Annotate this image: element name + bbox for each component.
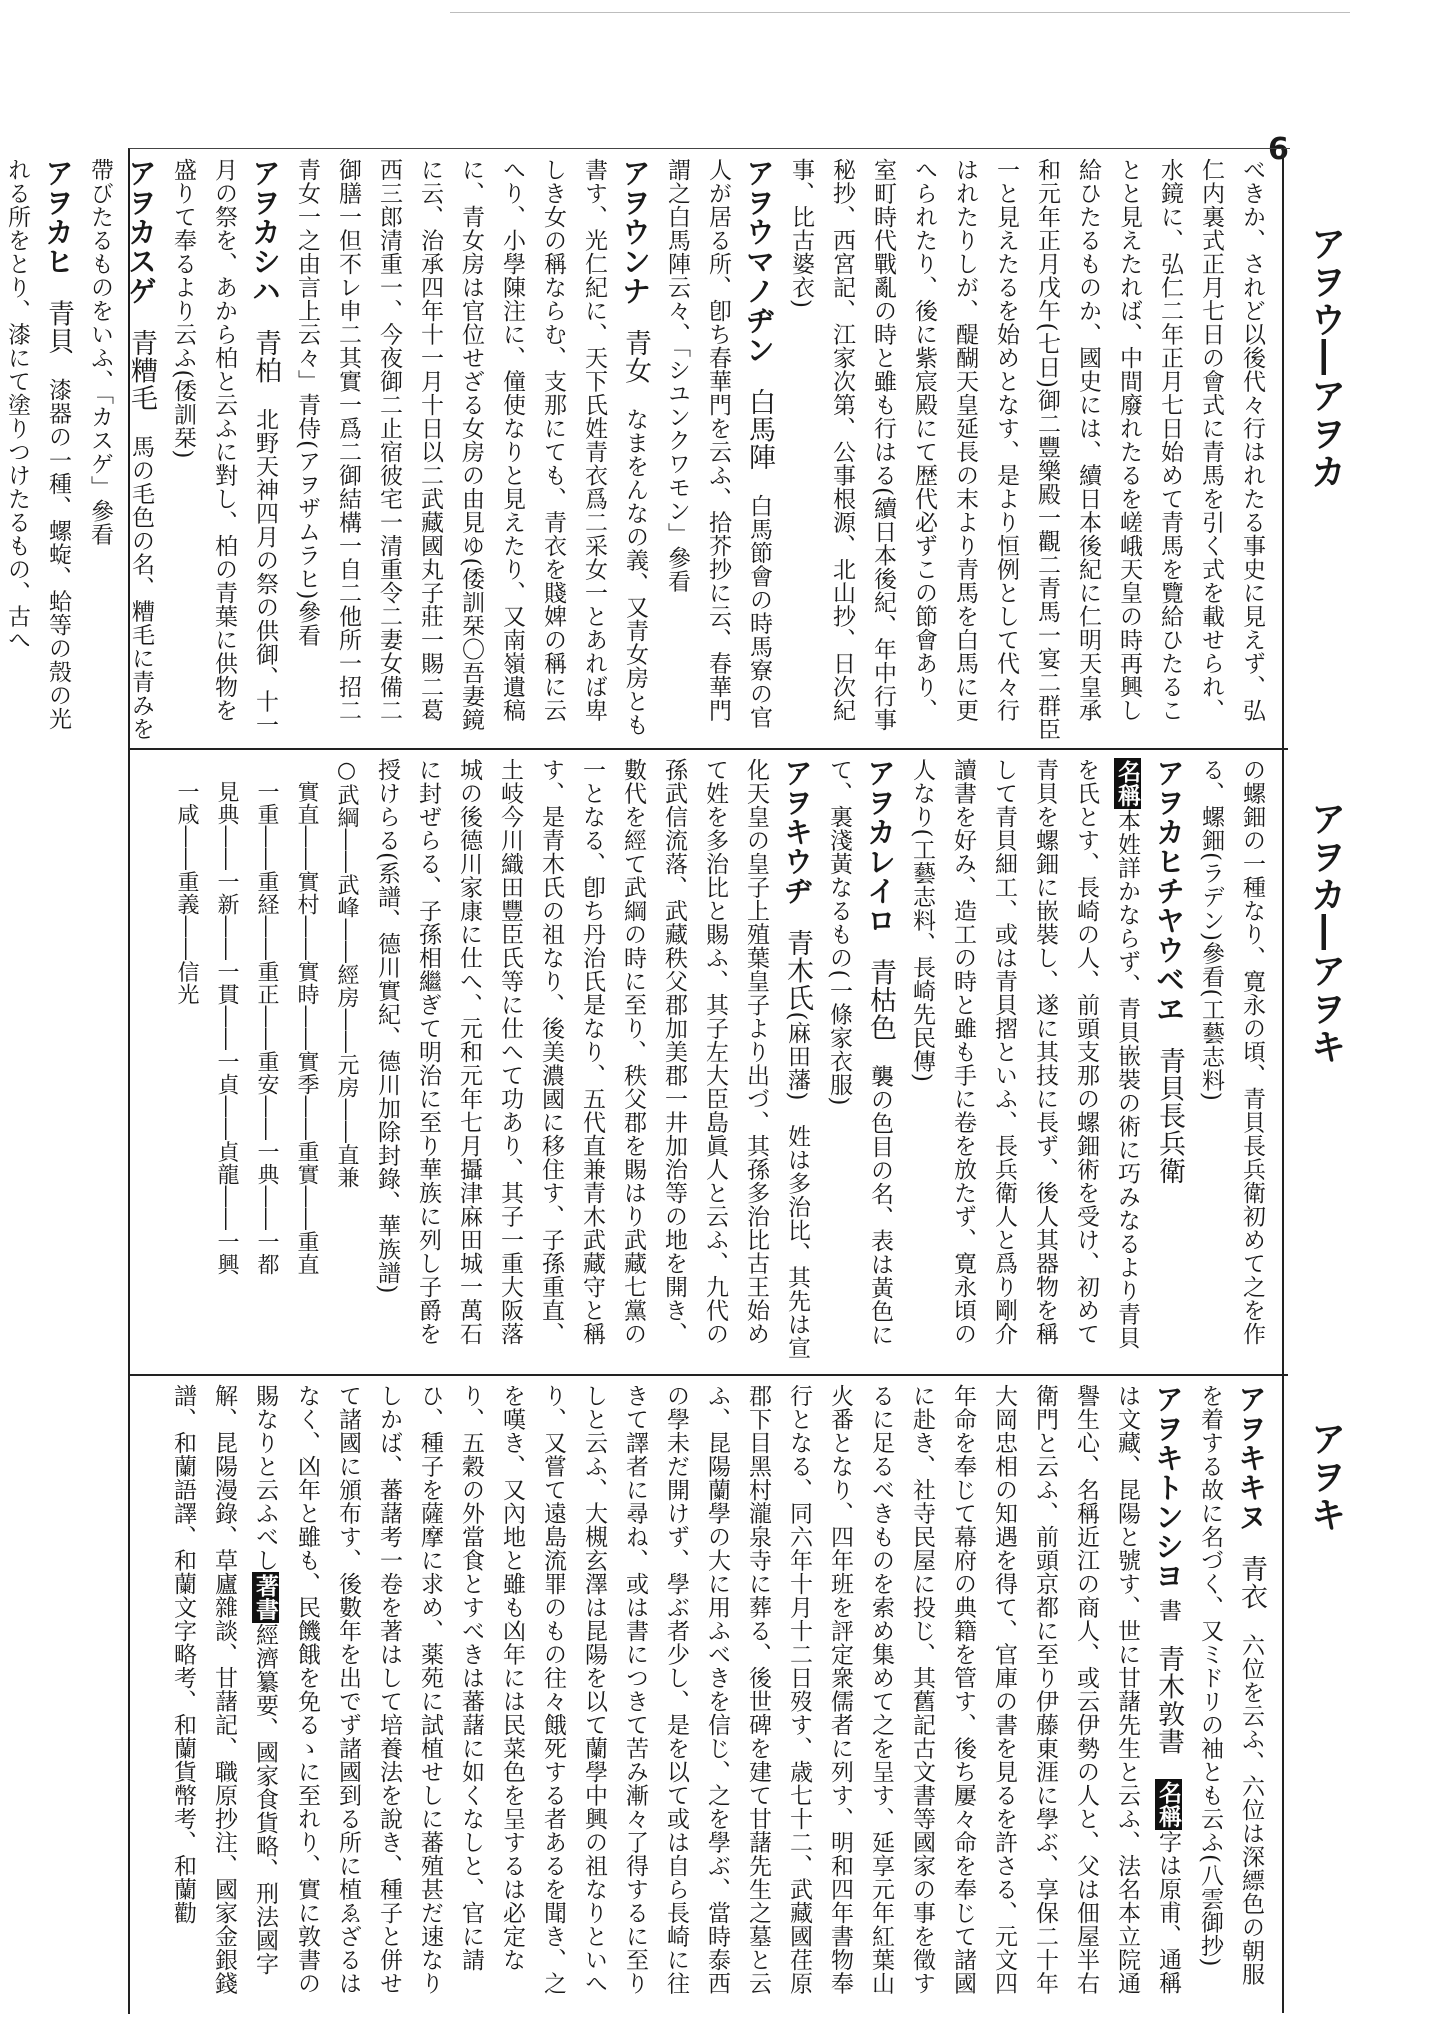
page-number: 6 bbox=[1268, 132, 1289, 167]
entry-gloss: 青衣 bbox=[1236, 1555, 1267, 1610]
bottom-band bbox=[142, 1384, 1272, 2004]
entry-head: アヲカスゲ bbox=[124, 158, 158, 306]
entry-note: (麻田藩) bbox=[784, 1011, 810, 1101]
scan-top-rule bbox=[450, 12, 1350, 13]
top-band bbox=[4, 158, 1272, 742]
entry-text: 本姓詳かならず、青貝嵌裝の術に巧みなるより青貝を氏とす、長崎の人、前頭支那の螺鈿術を受け、初めて青貝を螺鈿に嵌裝し、遂に其技に長ず、後人其器物を稱して青貝細工、或は青貝摺といふ、長兵衛人と爲り剛介讀書を好み、造工の時と雖も手に卷を放たず、寛永頃の人なり(工藝志料、長崎先民傳) bbox=[909, 758, 1140, 1350]
label-tag: 名稱 bbox=[1114, 760, 1141, 807]
entry-aokashiwa bbox=[162, 158, 286, 742]
entry-gloss: 白馬陣 bbox=[744, 388, 775, 471]
entry-works: 經濟纂要、國家食貨略、刑法國字解、昆陽漫錄、草廬雜談、甘藷記、職原抄注、國家金銀錢譜、和蘭語譯、和蘭文字略考、和蘭貨幣考、和蘭勸 bbox=[170, 1384, 278, 1995]
label-tag: 名稱 bbox=[1155, 1780, 1182, 1828]
genealogy-line: 一咸――重義――信光 bbox=[174, 758, 199, 1006]
entry-text: 六位を云ふ、六位は深縹色の朝服を着する故に名づく、又ミドリの袖とも云ふ(八雲御抄) bbox=[1197, 1384, 1264, 1986]
entry-small-mark: 書 bbox=[1155, 1598, 1181, 1622]
entry-text: 姓は多治比、其先は宣化天皇の皇子上殖葉皇子より出づ、其孫多治比古王始めて姓を多治比と賜ふ、其子左大臣島眞人と云ふ、九代の孫武信流落、武藏秩父郡加美郡一井加治等の地を開き、數代を經て武綱の時に至り、秩父郡を賜はり武藏七黨の一となる、卽ち丹治氏是なり、五代直兼青木武藏守と稱す、是青木氏の祖なり、後美濃國に移住す、子孫重直、土岐今川織田豐臣氏等に仕へて功あり、其子一重大阪落城の後德川家康に仕へ、元和元年七月攝津麻田城一萬石に封ぜらる、子孫相繼ぎて明治に至り華族に列し子爵を授けらる(系譜、德川實紀、德川加除封錄、華族譜) bbox=[374, 758, 810, 1360]
entry-head: アヲウンナ bbox=[618, 158, 652, 306]
entry-gloss: 青木敦書 bbox=[1153, 1645, 1184, 1756]
entry-head: アヲカレイロ bbox=[863, 758, 897, 935]
entry-gloss: 青糟毛 bbox=[126, 329, 157, 412]
entry-gloss: 青貝長兵衛 bbox=[1154, 1047, 1185, 1185]
entry-text: 馬の毛色の名、糟毛に青みを帶びたるものをいふ、「カスゲ」參看 bbox=[87, 158, 154, 741]
entry-aokiuji bbox=[366, 758, 818, 1366]
running-head-middle: アヲカ―アヲキ bbox=[1305, 800, 1346, 1066]
entry-aouna bbox=[286, 158, 656, 742]
entry-text: 襲の色目の名、表は黃色にて、裏淺黃なるもの(一條家衣服) bbox=[826, 758, 893, 1347]
entry-text: 字は原甫、通稱は文藏、昆陽と號す、世に甘藷先生と云ふ、法名本立院通譽生心、名稱近江の商人、或云伊勢の人と、父は佃屋半右衛門と云ふ、前頭京都に至り伊藤東涯に學ぶ、享保二十年大岡忠相の知遇を得て、官庫の書を見るを許さる、元文四年命を奉じて幕府の典籍を管す、後ち屢々命を奉じて諸國に赴き、社寺民屋に投じ、其舊記古文書等國家の事を徵するに足るべきものを索め集めて之を呈す、延享元年紅葉山火番となり、四年班を評定衆儒者に列す、明和四年書物奉行となる、同六年十月十二日歿す、歳七十二、武藏國荏原郡下目黑村瀧泉寺に葬る、後世碑を建て甘藷先生之墓と云ふ、昆陽蘭學の大に用ふべきを信じ、之を學ぶ、當時泰西の學未だ開けず、學ぶ者少し、是を以て或は自ら長崎に往きて譯者に尋ね、或は書につきて苦み漸々了得するに至りしと云ふ、大槻玄澤は昆陽を以て蘭學中興の祖なりといへり、又嘗て遠島流罪のもの往々餓死する者あるを聞き、之を嘆き、又內地と雖も凶年には民菜色を呈するは必定なり、五穀の外當食とすべきは蕃藷に如くなしと、官に請ひ、種子を薩摩に求め、薬苑に試植せしに蕃殖甚だ速なりしかば、蕃藷考一卷を著はして培養法を說き、種子と併せて諸國に頒布す、後數年を出でず諸國到る所に植ゑざるはなく、凶年と雖も、民饑餓を免るゝに至れり、實に敦書の賜なりと云ふべし bbox=[252, 1384, 1181, 1995]
entry-head: アヲウマノヂン bbox=[742, 158, 776, 365]
entry-aokahi bbox=[0, 158, 79, 742]
entry-head: アヲカヒチヤウベヱ bbox=[1152, 758, 1186, 1024]
entry-text: 北野天神四月の祭の供御、十一月の祭を、あから柏と云ふに對し、柏の青葉に供物を盛りて奉るより云ふ(倭訓栞) bbox=[170, 158, 278, 737]
entry-head: アヲキキヌ bbox=[1234, 1384, 1268, 1532]
genealogy-line: 見典――一新――一貫――一貞――貞龍――一興 bbox=[214, 758, 239, 1276]
entry-gloss: 青枯色 bbox=[865, 958, 896, 1041]
entry-text: 漆器の一種、螺蜁、蛤等の殼の光れる所をとり、漆にて塗りつけたるもの、古へ bbox=[4, 158, 71, 731]
entry-text: なまをんなの義、又青女房とも書す、光仁紀に、天下氏姓青衣爲二采女一とあれば卑しき女の稱ならむ、支那にても、青衣を賤婢の稱に云へり、小學陳注に、僮使なりと見えたり、又南嶺遺稿に、青女房は官位せざる女房の由見ゆ(倭訓栞〇吾妻鏡に云、治承四年十一月十日以二武藏國丸子莊一賜二葛西三郎清重一、今夜御二止宿彼宅一清重令二妻女備二御膳一但不レ申二其實一爲二御結構一自二他所一招二青女一之由言上云々」青侍(アヲザムラヒ)參看 bbox=[294, 158, 648, 737]
entry-gloss: 青木氏 bbox=[782, 929, 813, 1012]
entry-chobei bbox=[901, 758, 1190, 1366]
entry-head: アヲキトンシヨ bbox=[1151, 1384, 1185, 1591]
header-column-rule bbox=[1282, 148, 1284, 2013]
genealogy-line: ○武綱――武峰――經房――元房――直兼 bbox=[334, 758, 359, 1189]
entry-aokasuge bbox=[79, 158, 162, 742]
running-head-top: アヲウ―アヲカ bbox=[1305, 225, 1346, 491]
genealogy-line: 一重――重経――重正――重安――一典――一都 bbox=[254, 758, 279, 1276]
entry-head: アヲカシハ bbox=[248, 158, 282, 306]
entry-aoumanojin bbox=[656, 158, 780, 742]
entry-konyo bbox=[162, 1384, 1189, 2004]
entry-gloss: 青貝 bbox=[43, 299, 74, 355]
genealogy-chart bbox=[166, 758, 366, 1366]
entry-head: アヲカヒ bbox=[41, 158, 75, 276]
entry-text: 白馬節會の時馬寮の官人が居る所、卽ち春華門を云ふ、拾芥抄に云、春華門謂之白馬陣云々、「シユンクワモン」參看 bbox=[664, 158, 772, 729]
entry-gloss: 青柏 bbox=[250, 329, 281, 384]
running-head-bottom: アヲキ bbox=[1305, 1420, 1346, 1534]
entry-gloss: 青女 bbox=[620, 329, 651, 384]
entry-head: アヲキウヂ bbox=[780, 758, 814, 906]
entry-continuation: の螺鈿の一種なり、寛永の頃、青貝長兵衛初めて之を作る、螺鈿(ラデン)參看(工藝志料) bbox=[1198, 758, 1265, 1346]
entry-continuation: べきか、されど以後代々行はれたる事史に見えず、弘仁内裏式正月七日の會式に青馬を引く式を載せられ、水鏡に、弘仁二年正月七日始めて青馬を覽給ひたることと見えたれば、中間廢れたるを嵯峨天皇の時再興し給ひたるものか、國史には、續日本後紀に仁明天皇承和元年正月戊午(七日)御二豐樂殿一觀二青馬一宴二群臣一と見えたるを始めとなす、是より恒例として代々行はれたりしが、醍醐天皇延長の末より青馬を白馬に更へられたり、後に紫宸殿にて歴代必ずこの節會あり、室町時代戰亂の時と雖も行はる(續日本後紀、年中行事秘抄、西宮記、江家次第、公事根源、北山抄、日次紀事、比古婆衣) bbox=[788, 158, 1265, 741]
entry-aokikinu bbox=[1189, 1384, 1272, 2004]
middle-band bbox=[142, 758, 1272, 1366]
band-divider-1 bbox=[130, 748, 1288, 750]
band-divider-2 bbox=[130, 1374, 1288, 1376]
label-tag-works: 著書 bbox=[252, 1574, 279, 1621]
genealogy-line: 實直――實村――實時――實季――重實――重直 bbox=[294, 758, 319, 1276]
entry-aokareiro bbox=[818, 758, 901, 1366]
